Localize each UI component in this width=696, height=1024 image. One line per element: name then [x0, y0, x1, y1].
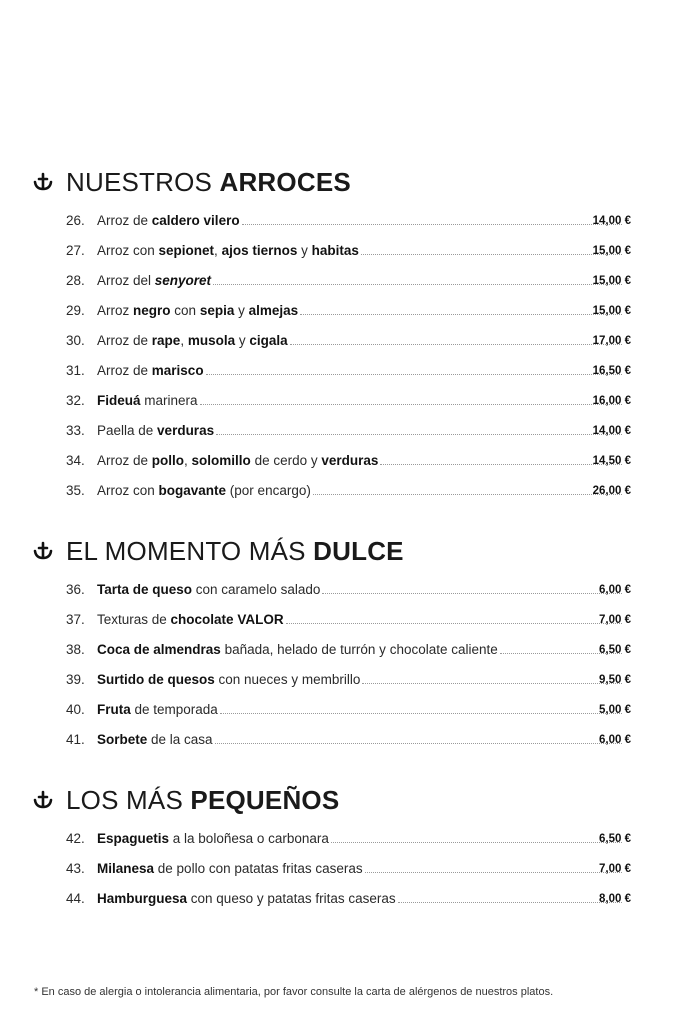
- menu-item: [0, 391, 696, 411]
- allergy-footnote: * En caso de alergia o intolerancia alimentaria, por favor consulte la carta de alérgenos de nuestros platos.: [34, 986, 554, 998]
- menu-item: [0, 361, 696, 381]
- menu-item: [0, 211, 696, 231]
- item-description: Fideuá marinera: [97, 391, 626, 411]
- menu-item: [0, 889, 696, 909]
- item-description: Arroz del senyoret: [97, 271, 626, 291]
- item-number: 31.: [66, 363, 85, 378]
- anchor-icon: [32, 540, 54, 562]
- item-number: 30.: [66, 333, 85, 348]
- item-price: 15,00 €: [592, 305, 631, 317]
- anchor-icon: [32, 171, 54, 193]
- item-number: 28.: [66, 273, 85, 288]
- section-title: NUESTROS ARROCES: [66, 167, 351, 197]
- section-title: LOS MÁS PEQUEÑOS: [66, 785, 340, 815]
- section-dulce: [0, 536, 696, 747]
- item-number: 34.: [66, 453, 85, 468]
- menu-item: [0, 640, 696, 660]
- menu-item: [0, 700, 696, 720]
- item-number: 42.: [66, 831, 85, 846]
- dot-leader: [206, 362, 622, 375]
- item-description: Milanesa de pollo con patatas fritas caseras: [97, 859, 626, 879]
- dot-leader: [215, 731, 622, 744]
- section-pequenos: [0, 785, 696, 906]
- item-description: Tarta de queso con caramelo salado: [97, 580, 626, 600]
- item-description: Arroz de caldero vilero: [97, 211, 626, 231]
- item-price: 5,00 €: [599, 704, 631, 716]
- item-price: 15,00 €: [592, 275, 631, 287]
- section-header: [0, 536, 696, 566]
- menu-item: [0, 301, 696, 321]
- item-number: 29.: [66, 303, 85, 318]
- item-number: 37.: [66, 612, 85, 627]
- item-number: 40.: [66, 702, 85, 717]
- item-description: Arroz con sepionet, ajos tiernos y habitas: [97, 241, 626, 261]
- item-number: 27.: [66, 243, 85, 258]
- dot-leader: [213, 272, 622, 285]
- item-price: 14,00 €: [592, 215, 631, 227]
- menu-item: [0, 421, 696, 441]
- item-description: Coca de almendras bañada, helado de turrón y chocolate caliente: [97, 640, 626, 660]
- item-price: 17,00 €: [592, 335, 631, 347]
- menu-item: [0, 451, 696, 471]
- item-price: 9,50 €: [599, 674, 631, 686]
- item-price: 26,00 €: [592, 485, 631, 497]
- item-price: 16,50 €: [592, 365, 631, 377]
- menu-item: [0, 580, 696, 600]
- menu-item: [0, 271, 696, 291]
- item-description: Arroz de pollo, solomillo de cerdo y verduras: [97, 451, 626, 471]
- item-description: Hamburguesa con queso y patatas fritas caseras: [97, 889, 626, 909]
- item-price: 14,50 €: [592, 455, 631, 467]
- item-number: 36.: [66, 582, 85, 597]
- item-description: Sorbete de la casa: [97, 730, 626, 750]
- item-description: Fruta de temporada: [97, 700, 626, 720]
- item-price: 7,00 €: [599, 863, 631, 875]
- item-description: Surtido de quesos con nueces y membrillo: [97, 670, 626, 690]
- item-number: 43.: [66, 861, 85, 876]
- dot-leader: [220, 701, 622, 714]
- item-price: 6,50 €: [599, 644, 631, 656]
- item-description: Arroz de rape, musola y cigala: [97, 331, 626, 351]
- item-price: 8,00 €: [599, 893, 631, 905]
- item-price: 15,00 €: [592, 245, 631, 257]
- item-description: Texturas de chocolate VALOR: [97, 610, 626, 630]
- menu-item: [0, 481, 696, 501]
- section-header: [0, 785, 696, 815]
- item-description: Arroz negro con sepia y almejas: [97, 301, 626, 321]
- item-description: Arroz de marisco: [97, 361, 626, 381]
- menu-item: [0, 859, 696, 879]
- dot-leader: [200, 392, 622, 405]
- item-price: 6,00 €: [599, 734, 631, 746]
- menu-item: [0, 730, 696, 750]
- section-header: [0, 167, 696, 197]
- item-description: Espaguetis a la boloñesa o carbonara: [97, 829, 626, 849]
- item-number: 35.: [66, 483, 85, 498]
- item-number: 38.: [66, 642, 85, 657]
- menu-item: [0, 829, 696, 849]
- item-price: 14,00 €: [592, 425, 631, 437]
- dot-leader: [216, 422, 622, 435]
- item-description: Paella de verduras: [97, 421, 626, 441]
- menu-item: [0, 241, 696, 261]
- item-price: 6,50 €: [599, 833, 631, 845]
- item-number: 41.: [66, 732, 85, 747]
- item-price: 7,00 €: [599, 614, 631, 626]
- item-number: 44.: [66, 891, 85, 906]
- item-number: 33.: [66, 423, 85, 438]
- item-number: 26.: [66, 213, 85, 228]
- item-description: Arroz con bogavante (por encargo): [97, 481, 626, 501]
- menu-item: [0, 610, 696, 630]
- menu-item: [0, 331, 696, 351]
- item-number: 32.: [66, 393, 85, 408]
- item-price: 6,00 €: [599, 584, 631, 596]
- item-price: 16,00 €: [592, 395, 631, 407]
- section-title: EL MOMENTO MÁS DULCE: [66, 536, 404, 566]
- dot-leader: [242, 212, 622, 225]
- anchor-icon: [32, 789, 54, 811]
- menu-item: [0, 670, 696, 690]
- section-arroces: [0, 167, 696, 498]
- item-number: 39.: [66, 672, 85, 687]
